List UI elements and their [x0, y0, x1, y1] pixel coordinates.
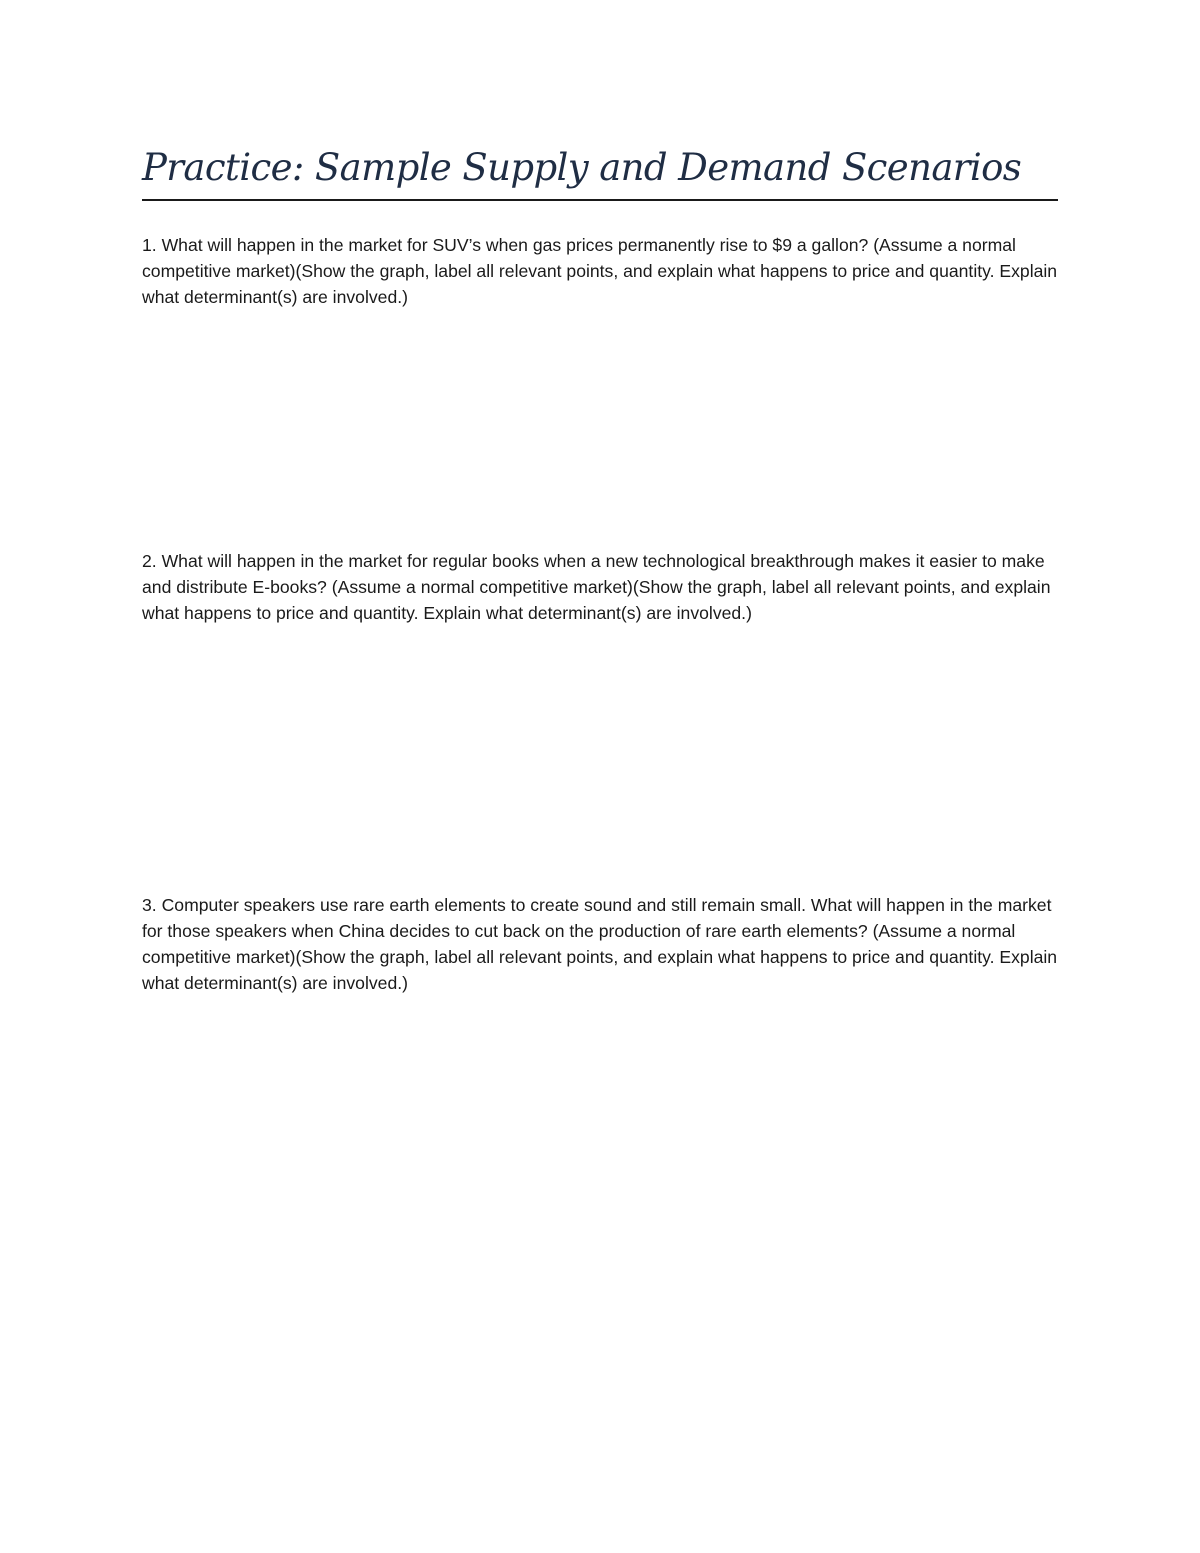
title-underline [142, 199, 1058, 201]
question-text: Computer speakers use rare earth elements to create sound and still remain small. What will happen in the market for those speakers when China decides to cut back on the production of rare earth elements? (Assume a normal competitive market)(Show the graph, label all relevant points, and explain what happens to price and quantity. Explain what determinant(s) are involved.) [142, 895, 1058, 993]
page-title: Practice: Sample Supply and Demand Scenarios [142, 146, 1022, 189]
question-1 [142, 232, 1058, 310]
question-text: What will happen in the market for regular books when a new technological breakthrough makes it easier to make and distribute E-books? (Assume a normal competitive market)(Show the graph, label all relevant points, and explain what happens to price and quantity. Explain what determinant(s) are involved.) [142, 551, 1051, 623]
question-number: 1. [142, 235, 157, 255]
question-2 [142, 548, 1058, 626]
question-3 [142, 892, 1058, 996]
question-number: 2. [142, 551, 157, 571]
question-text: What will happen in the market for SUV’s when gas prices permanently rise to $9 a gallon? (Assume a normal competitive market)(Show the graph, label all relevant points, and explain what happens to price and quantity. Explain what determinant(s) are involved.) [142, 235, 1058, 307]
question-number: 3. [142, 895, 157, 915]
